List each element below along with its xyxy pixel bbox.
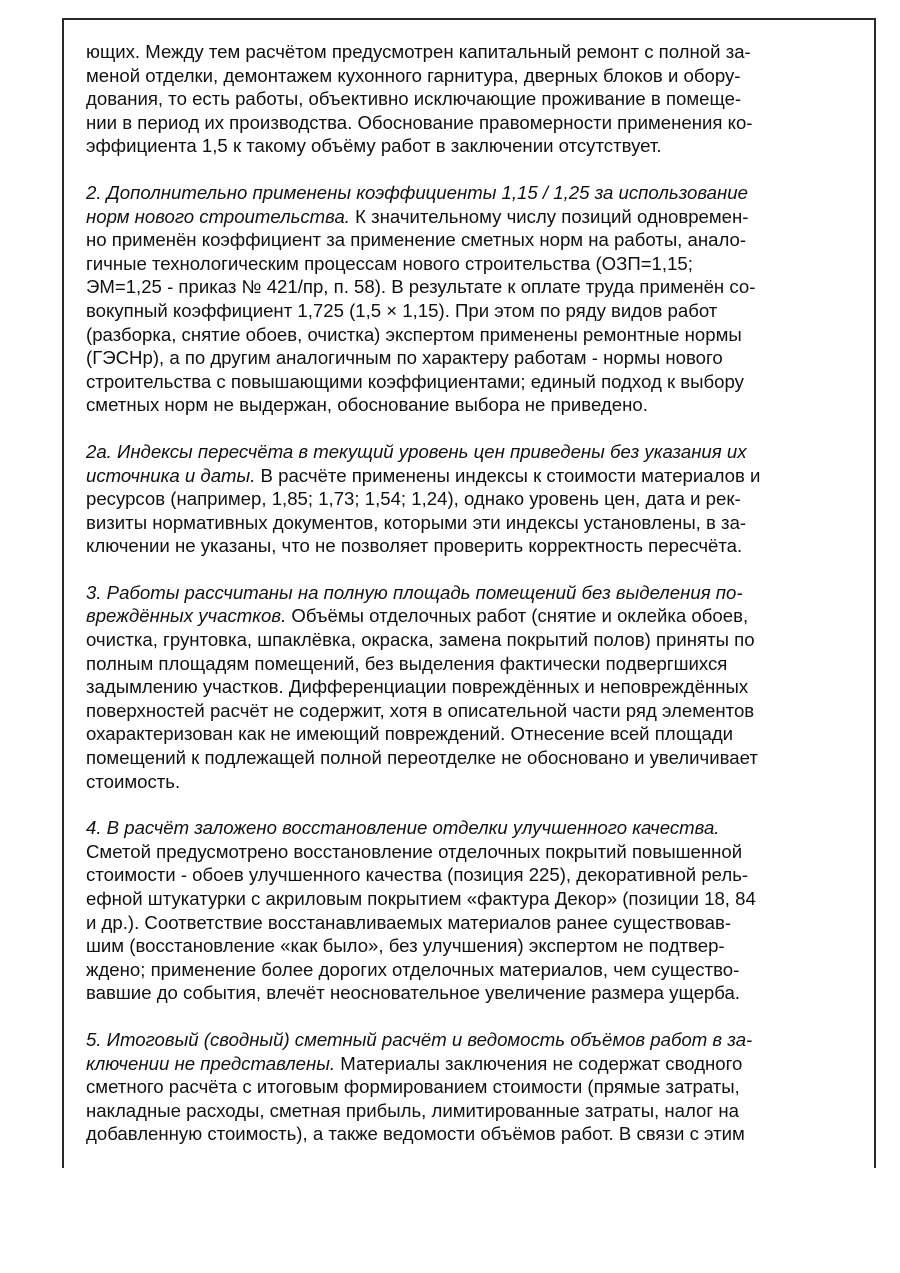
body-text: шим (восстановление «как было», без улучшения) экспертом не подтвер- [86, 935, 725, 957]
text-line [86, 252, 856, 276]
body-text: (разборка, снятие обоев, очистка) экспертом применены ремонтные нормы [86, 323, 742, 345]
text-line [86, 40, 856, 64]
paragraph [86, 581, 856, 793]
body-text: гичные технологическим процессам нового строительства (ОЗП=1,15; [86, 252, 693, 274]
text-line [86, 511, 856, 535]
text-line [86, 393, 856, 417]
text-line [86, 581, 856, 605]
text-line [86, 87, 856, 111]
body-text: стоимость. [86, 770, 181, 792]
body-text: очистка, грунтовка, шпаклёвка, окраска, замена покрытий полов) приняты по [86, 629, 755, 651]
text-line [86, 887, 856, 911]
body-text: меной отделки, демонтажем кухонного гарнитура, дверных блоков и обору- [86, 64, 741, 86]
body-text: но применён коэффициент за применение сметных норм на работы, анало- [86, 229, 747, 251]
body-text: ефной штукатурки с акриловым покрытием «фактура Декор» (позиции 18, 84 [86, 888, 756, 909]
paragraph [86, 1028, 856, 1146]
body-text: сметных норм не выдержан, обоснование выбора не приведено. [86, 394, 648, 416]
body-text: Сметой предусмотрено восстановление отделочных покрытий повышенной [86, 840, 743, 862]
text-line [86, 628, 856, 652]
body-text: визиты нормативных документов, которыми эти индексы установлены, в за- [86, 511, 747, 533]
text-line [86, 840, 856, 864]
body-text: К значительному числу позиций одновремен- [349, 205, 749, 227]
body-text: эффициента 1,5 к такому объёму работ в заключении отсутствует. [86, 135, 662, 157]
italic-heading-text: источника и даты. [86, 464, 256, 486]
text-line [86, 652, 856, 676]
text-line [86, 1099, 856, 1123]
text-line [86, 770, 856, 794]
text-line [86, 534, 856, 558]
body-text: вокупный коэффициент 1,725 (1,5 × 1,15). При этом по ряду видов работ [86, 299, 718, 321]
paragraph [86, 816, 856, 1005]
body-text: Материалы заключения не содержат сводного [335, 1052, 743, 1074]
text-line [86, 1122, 856, 1146]
body-text: накладные расходы, сметная прибыль, лимитированные затраты, налог на [86, 1099, 739, 1121]
text-line [86, 64, 856, 88]
body-text: нии в период их производства. Обоснование правомерности применения ко- [86, 111, 753, 133]
text-line [86, 346, 856, 370]
text-line [86, 863, 856, 887]
document-body [86, 40, 856, 1169]
text-line [86, 1028, 856, 1052]
body-text: задымлению участков. Дифференциации повреждённых и неповреждённых [86, 676, 749, 698]
body-text: вавшие до события, влечёт неосновательное увеличение размера ущерба. [86, 982, 740, 1004]
body-text: ресурсов (например, 1,85; 1,73; 1,54; 1,24), однако уровень цен, дата и рек- [86, 488, 741, 510]
text-line [86, 722, 856, 746]
text-line [86, 958, 856, 982]
text-line [86, 181, 856, 205]
body-text: дования, то есть работы, объективно исключающие проживание в помеще- [86, 88, 742, 110]
italic-heading-text: 5. Итоговый (сводный) сметный расчёт и ведомость объёмов работ в за- [86, 1028, 753, 1050]
italic-heading-text: 3. Работы рассчитаны на полную площадь помещений без выделения по- [86, 581, 743, 603]
text-line [86, 228, 856, 252]
body-text: полным площадям помещений, без выделения фактически подвергшихся [86, 652, 728, 674]
paragraph [86, 440, 856, 558]
italic-heading-text: вреждённых участков. [86, 605, 287, 627]
body-text: ждено; применение более дорогих отделочных материалов, чем существо- [86, 958, 740, 980]
body-text: помещений к подлежащей полной переотделке не обосновано и увеличивает [86, 747, 758, 769]
italic-heading-text: 2а. Индексы пересчёта в текущий уровень цен приведены без указания их [86, 440, 747, 462]
text-line [86, 1075, 856, 1099]
italic-heading-text: ключении не представлены. [86, 1052, 336, 1074]
text-line [86, 816, 856, 840]
text-line [86, 370, 856, 394]
body-text: добавленную стоимость), а также ведомости объёмов работ. В связи с этим [86, 1123, 745, 1145]
body-text: (ГЭСНр), а по другим аналогичным по характеру работам - нормы нового [86, 347, 723, 369]
text-line [86, 699, 856, 723]
text-line [86, 604, 856, 628]
text-line [86, 275, 856, 299]
body-text: и др.). Соответствие восстанавливаемых материалов ранее существовав- [86, 911, 732, 933]
body-text: ЭМ=1,25 - приказ № 421/пр, п. 58). В результате к оплате труда применён со- [86, 276, 756, 298]
text-line [86, 911, 856, 935]
text-line [86, 934, 856, 958]
text-line [86, 675, 856, 699]
body-text: охарактеризован как не имеющий повреждений. Отнесение всей площади [86, 723, 734, 745]
text-line [86, 134, 856, 158]
body-text: сметного расчёта с итоговым формированием стоимости (прямые затраты, [86, 1076, 740, 1098]
body-text: В расчёте применены индексы к стоимости материалов и [255, 464, 761, 486]
text-line [86, 440, 856, 464]
body-text: ющих. Между тем расчётом предусмотрен капитальный ремонт с полной за- [86, 41, 751, 62]
italic-heading-text: 2. Дополнительно применены коэффициенты 1,15 / 1,25 за использование [86, 181, 748, 203]
text-line [86, 299, 856, 323]
body-text: поверхностей расчёт не содержит, хотя в описательной части ряд элементов [86, 699, 755, 721]
italic-heading-text: норм нового строительства. [86, 205, 350, 227]
body-text: строительства с повышающими коэффициентами; единый подход к выбору [86, 370, 744, 392]
paragraph [86, 40, 856, 158]
text-line [86, 746, 856, 770]
body-text: Объёмы отделочных работ (снятие и оклейка обоев, [286, 605, 749, 627]
body-text: ключении не указаны, что не позволяет проверить корректность пересчёта. [86, 535, 743, 557]
text-line [86, 323, 856, 347]
text-line [86, 487, 856, 511]
paragraph [86, 181, 856, 417]
text-line [86, 1052, 856, 1076]
text-line [86, 111, 856, 135]
text-line [86, 981, 856, 1005]
text-line [86, 464, 856, 488]
body-text: стоимости - обоев улучшенного качества (позиция 225), декоративной рель- [86, 864, 749, 886]
text-line [86, 205, 856, 229]
italic-heading-text: 4. В расчёт заложено восстановление отделки улучшенного качества. [86, 817, 720, 839]
